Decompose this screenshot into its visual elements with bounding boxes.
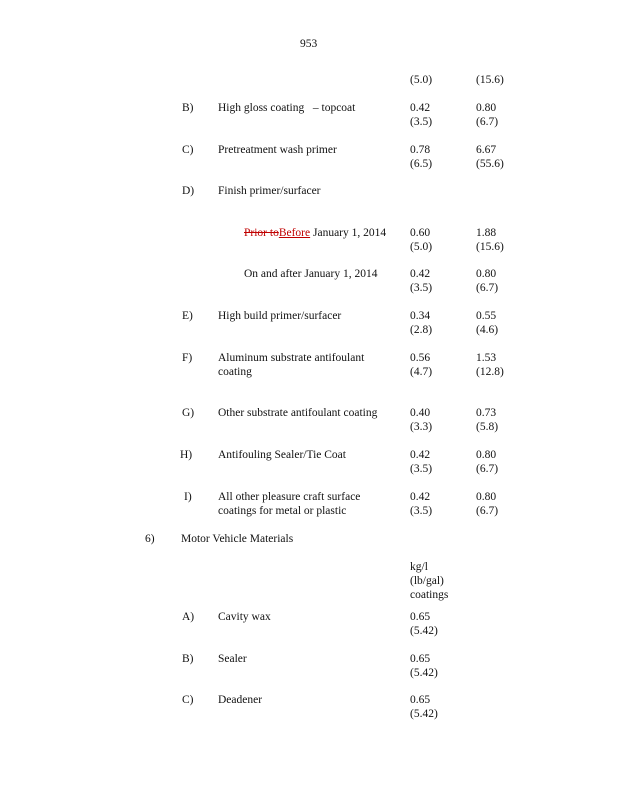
continued-value-2: (15.6)	[476, 74, 504, 86]
value-2: 0.80 (6.7)	[476, 449, 499, 475]
value-2: 1.88 (15.6)	[476, 227, 504, 253]
section-title: Motor Vehicle Materials	[181, 533, 294, 545]
row-label: Prior toBefore January 1, 2014	[244, 227, 387, 239]
row-label: Deadener	[218, 694, 263, 706]
row-label: High build primer/surfacer	[218, 310, 342, 322]
value-1: 0.60 (5.0)	[410, 227, 433, 253]
value: 0.65 (5.42)	[410, 611, 438, 637]
row-label: Sealer	[218, 653, 247, 665]
row-label: Other substrate antifoulant coating	[218, 407, 378, 419]
value-2: 0.80 (6.7)	[476, 102, 499, 128]
unit-header: kg/l (lb/gal) coatings	[410, 561, 449, 601]
row-letter: E)	[182, 310, 193, 322]
row-label: All other pleasure craft surface coatings for metal or plastic	[218, 491, 361, 517]
value-2: 6.67 (55.6)	[476, 144, 504, 170]
value-2: 1.53 (12.8)	[476, 352, 504, 378]
row-letter: C)	[182, 694, 194, 706]
value-1: 0.78 (6.5)	[410, 144, 433, 170]
inserted-text: Before	[278, 227, 311, 239]
continued-value-1: (5.0)	[410, 74, 433, 86]
row-letter: C)	[182, 144, 194, 156]
row-label: Cavity wax	[218, 611, 271, 623]
value: 0.65 (5.42)	[410, 653, 438, 679]
row-label: Pretreatment wash primer	[218, 144, 337, 156]
row-label: Aluminum substrate antifoulant coating	[218, 352, 365, 378]
row-label: High gloss coating – topcoat	[218, 102, 356, 114]
value-1: 0.40 (3.3)	[410, 407, 433, 433]
row-letter: I)	[184, 491, 192, 503]
row-label: Finish primer/surfacer	[218, 185, 321, 197]
row-letter: B)	[182, 102, 194, 114]
row-letter: B)	[182, 653, 194, 665]
row-label: On and after January 1, 2014	[244, 268, 378, 280]
row-letter: H)	[180, 449, 193, 461]
value-1: 0.42 (3.5)	[410, 449, 433, 475]
value: 0.65 (5.42)	[410, 694, 438, 720]
value-1: 0.42 (3.5)	[410, 491, 433, 517]
row-letter: F)	[182, 352, 193, 364]
value-2: 0.80 (6.7)	[476, 491, 499, 517]
row-letter: D)	[182, 185, 195, 197]
value-2: 0.80 (6.7)	[476, 268, 499, 294]
section-number: 6)	[145, 533, 155, 545]
value-1: 0.56 (4.7)	[410, 352, 433, 378]
row-letter: A)	[182, 611, 195, 623]
value-1: 0.34 (2.8)	[410, 310, 433, 336]
deleted-text: Prior to	[244, 227, 279, 239]
value-1: 0.42 (3.5)	[410, 268, 433, 294]
row-label: Antifouling Sealer/Tie Coat	[218, 449, 346, 461]
value-2: 0.73 (5.8)	[476, 407, 499, 433]
value-1: 0.42 (3.5)	[410, 102, 433, 128]
page-number: 953	[300, 38, 318, 50]
value-2: 0.55 (4.6)	[476, 310, 499, 336]
row-letter: G)	[182, 407, 195, 419]
